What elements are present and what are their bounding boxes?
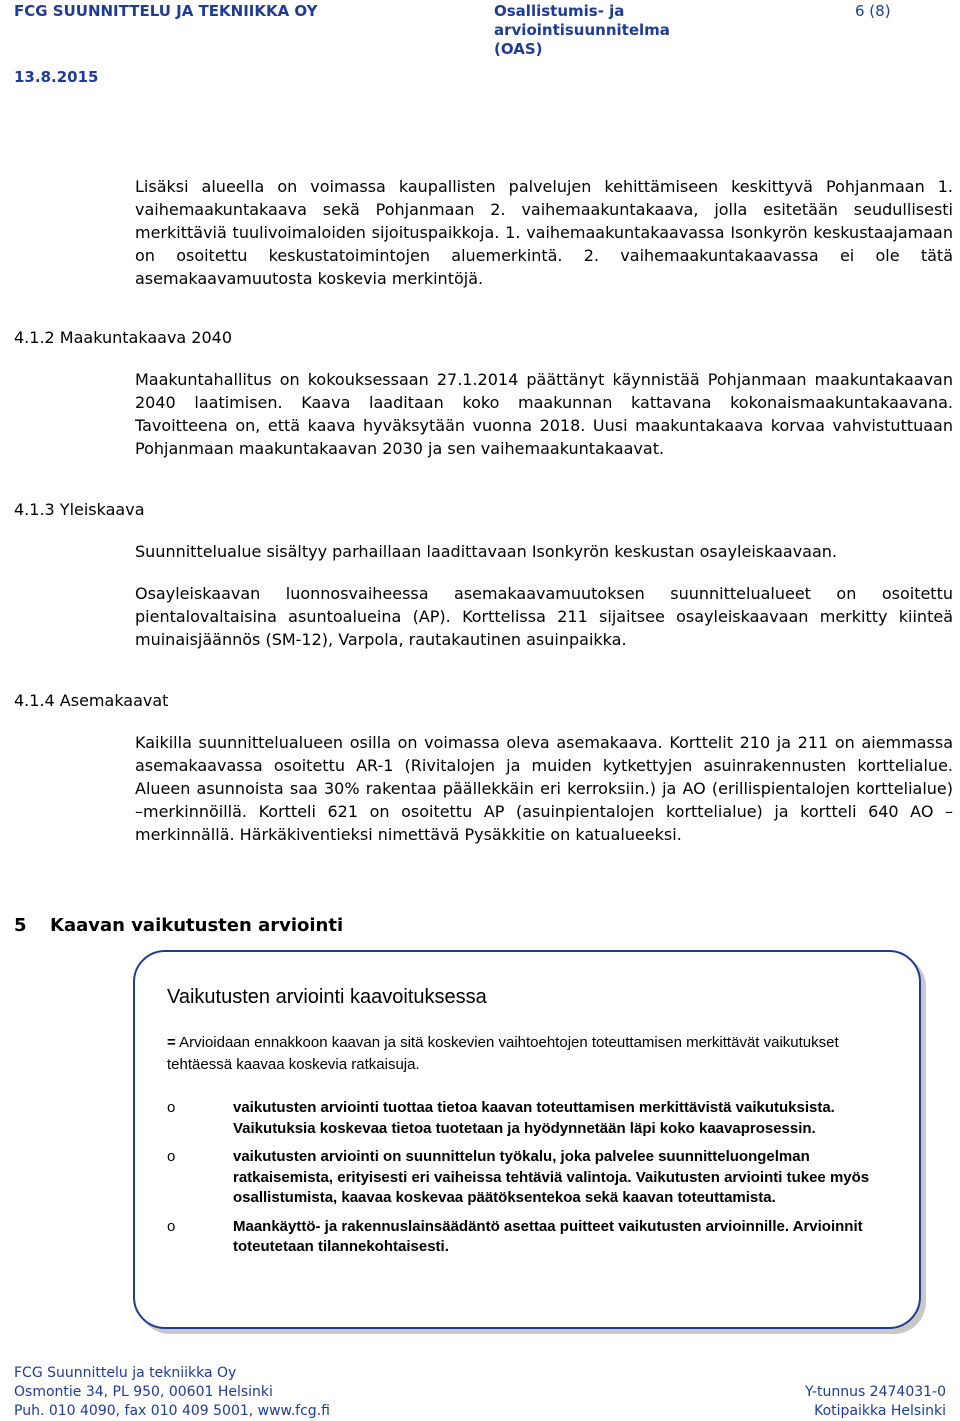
section-heading-4-1-4: 4.1.4 Asemakaavat [14,691,169,710]
section-heading-4-1-3: 4.1.3 Yleiskaava [14,500,145,519]
intro-paragraph: Lisäksi alueella on voimassa kaupallisten palvelujen kehittämiseen keskittyvä Pohjanmaan 1. vaihemaakuntakaava sekä Pohjanmaan 2. vaihemaakuntakaava, jolla esitetään seudullisesti merkittäviä tuulivoimaloiden sijoituspaikkoja. 1. vaihemaakuntakaavassa Isonkyrön keskustaajamaan on osoitettu keskustatoimintojen aluemerkintä. 2. vaihemaakuntakaavassa ei ole tätä asemakaavamuutosta koskevia merkintöjä. [135,177,953,288]
list-item [167,1217,887,1258]
doc-title-line-1: Osallistumis- ja [494,2,625,20]
list-item [167,1098,887,1139]
list-item-text: vaikutusten arviointi on suunnittelun työkalu, joka palvelee suunnitteluongelman ratkaisemista, erityisesti eri vaiheissa tehtäviä valintoja. Vaikutusten arviointi tukee myös osallistumista, kaavaa koskevaa päätöksentekoa sekä kaavan toteuttamista. [233,1148,870,1206]
section-4-1-2-paragraph: Maakuntahallitus on kokouksessaan 27.1.2014 päättänyt käynnistää Pohjanmaan maakuntakaavan 2040 laatimisen. Kaava laaditaan koko maakunnan kattavana kokonaismaakuntakaavana. Tavoitteena on, että kaava hyväksytään vuonna 2018. Uusi maakuntakaava korvaa vahvistuttuaan Pohjanmaan maakuntakaavan 2030 ja sen vaihemaakuntakaavat. [135,370,953,458]
footer-business-id: Y-tunnus 2474031-0 [805,1384,946,1400]
list-item [167,1147,887,1209]
section-4-1-3-paragraph-1: Suunnittelualue sisältyy parhaillaan laadittavaan Isonkyrön keskustan osayleiskaavaan. [135,542,837,561]
section-5-number: 5 [14,915,27,936]
box-definition-equals: = [167,1034,176,1051]
section-4-1-3-paragraph-2: Osayleiskaavan luonnosvaiheessa asemakaavamuutoksen suunnittelualueet on osoitettu pientalovaltaisina asuntoalueina (AP). Korttelissa 211 sijaitsee osayleiskaavaan merkitty kiinteä muinaisjäännös (SM-12), Varpola, rautakautinen asuinpaikka. [135,584,953,649]
footer-contact: Puh. 010 4090, fax 010 409 5001, www.fcg.fi [14,1403,330,1419]
box-bullet-list [167,1098,887,1266]
impact-assessment-box [133,950,921,1329]
doc-title-line-2: arviointisuunnitelma [494,21,670,39]
section-5-heading [14,915,343,936]
footer-address: Osmontie 34, PL 950, 00601 Helsinki [14,1384,273,1400]
footer-domicile: Kotipaikka Helsinki [814,1403,946,1419]
header-doc-title [494,2,754,59]
bullet-o-icon: o [167,1148,176,1165]
doc-title-line-3: (OAS) [494,40,543,58]
box-title: Vaikutusten arviointi kaavoituksessa [167,986,487,1008]
header-date: 13.8.2015 [14,68,99,86]
list-item-text: vaikutusten arviointi tuottaa tietoa kaavan toteuttamisen merkittävistä vaikutuksista. Vaikutuksia koskevaa tietoa tuotetaan ja hyödynnetään läpi koko kaavaprosessin. [233,1099,835,1137]
box-definition [167,1032,887,1076]
page-number: 6 (8) [855,2,891,20]
footer-company: FCG Suunnittelu ja tekniikka Oy [14,1365,237,1381]
section-5-title: Kaavan vaikutusten arviointi [50,915,344,936]
bullet-o-icon: o [167,1099,176,1116]
header-company: FCG SUUNNITTELU JA TEKNIIKKA OY [14,2,318,20]
bullet-o-icon: o [167,1217,176,1235]
section-4-1-4-paragraph: Kaikilla suunnittelualueen osilla on voimassa oleva asemakaava. Korttelit 210 ja 211 on aiemmassa asemakaavassa osoitettu AR-1 (Rivitalojen ja muiden kytkettyjen asuinrakennusten korttelialue. Alueen asunnoista saa 30% rakentaa päällekkäin eri kerroksiin.) ja AO (erillispientalojen korttelialue) –merkinnöillä. Kortteli 621 on osoitettu AP (asuinpientalojen korttelialue) ja kortteli 640 AO –merkinnällä. Härkäkiventieksi nimettävä Pysäkkitie on katualueeksi. [135,733,953,844]
list-item-text: Maankäyttö- ja rakennuslainsäädäntö asettaa puitteet vaikutusten arvioinnille. Arvioinnit toteutetaan tilannekohtaisesti. [233,1217,863,1255]
box-definition-text: Arvioidaan ennakkoon kaavan ja sitä koskevien vaihtoehtojen toteuttamisen merkittävät vaikutukset tehtäessä kaavaa koskevia ratkaisuja. [167,1034,839,1073]
section-heading-4-1-2: 4.1.2 Maakuntakaava 2040 [14,328,233,347]
